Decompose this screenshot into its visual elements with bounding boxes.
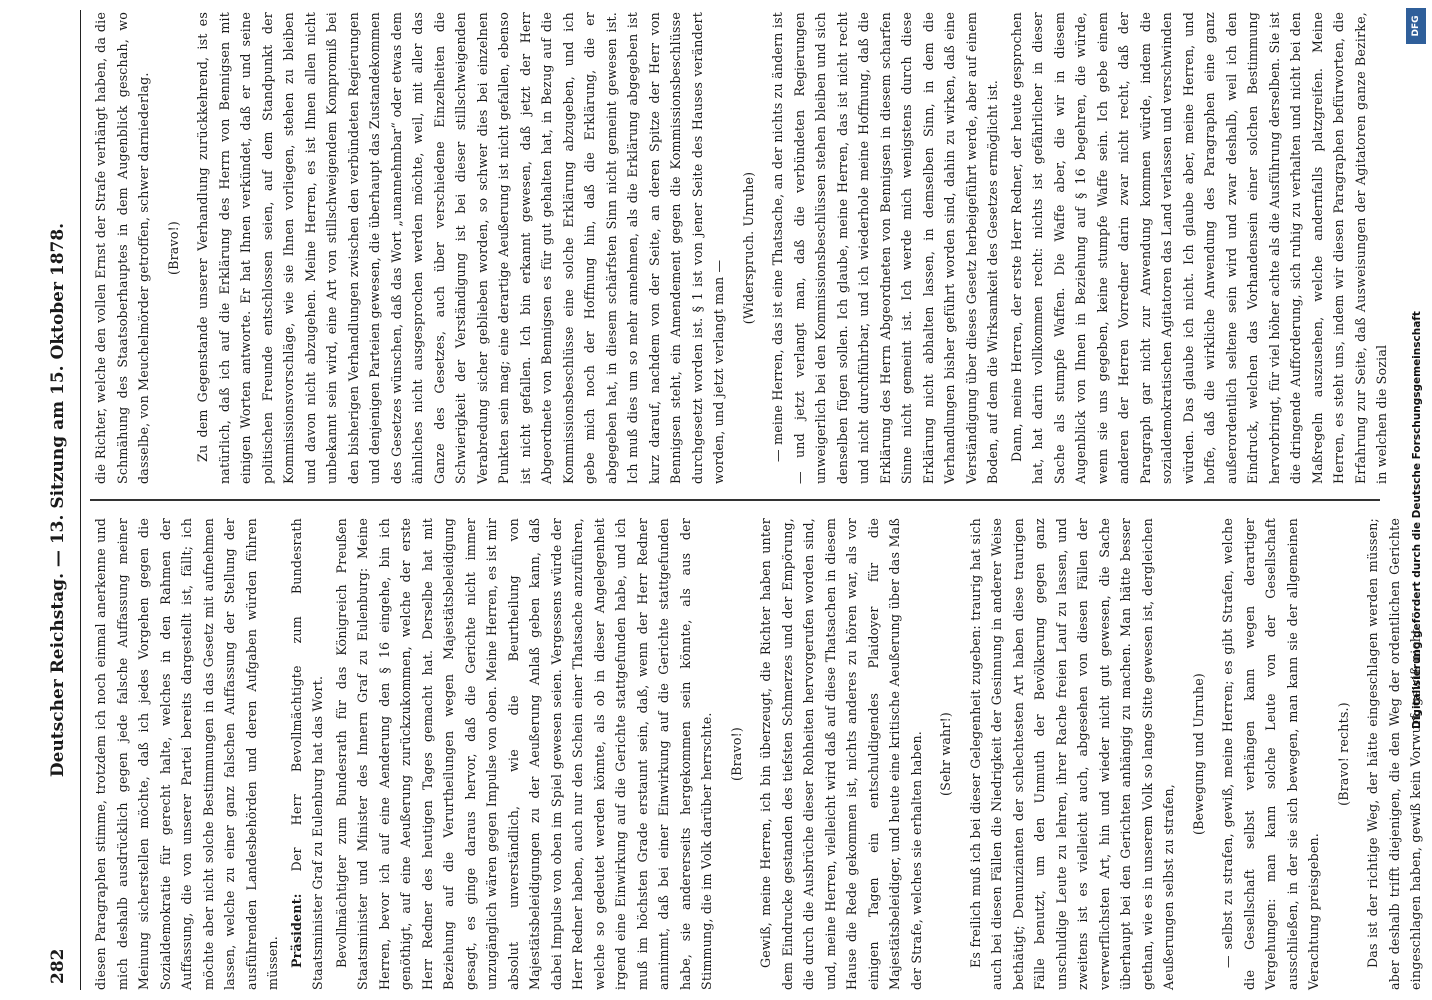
dfg-logo xyxy=(1406,8,1426,44)
body-paragraph: Gewiß, meine Herren, ich bin überzeugt, die Richter haben unter dem Eindrucke gestanden des tiefsten Schmerzes und der Empörung, die durch die Ausbrüche dieser Rohheiten hervorgerufen worden sind, und, meine Herren, vielleicht wird daß auf diese Thatsachen in diesem Hause die Rede gekommen ist, nichts anderes zu hören war, als vor einigen Tagen ein entschuldigendes Plaidoyer für die Majestätsbeleidiger, und heute eine kritische Aeußerung über das Maß der Strafe, welches sie erhalten haben. xyxy=(758,518,924,990)
speaker-text: Der Herr Bevollmächtigte zum Bundesrath Staatsminister Graf zu Eulenburg hat das Wort. xyxy=(288,518,325,990)
speaker-paragraph xyxy=(286,518,329,990)
body-paragraph: Dann, meine Herren, der erste Herr Redner, der heute gesprochen hat, hat darin vollkommen recht: nichts ist gefährlicher in dieser Sache als stumpfe Waffen. Die Waffe aber, die wir in diesem Augenblick von Ihnen in Beziehung auf § 16 begehren, die würde, wenn sie uns gegeben, keine stumpfe Waffe sein. Ich gebe einem anderen der Herren Vorredner darin zwar nicht recht, daß der Paragraph gar nicht zur Anwendung kommen würde, indem die sozialdemokratischen Agitatoren das Land verlassen und verschwinden würden. Das glaube ich nicht. Ich glaube aber, meine Herren, und hoffe, daß die wirkliche Anwendung des Paragraphen eine ganz außerordentlich seltene sein wird und zwar deshalb, weil ich den Eindruck, welchen das Vorhandensein einer solchen Bestimmung hervorbringt, für viel höher achte als die Ausführung derselben. Sie ist die dringende Aufforderung, sich ruhig zu verhalten und nicht bei den Maßregeln auszusehen, welche andernfalls platzgreifen. Meine Herren, es steht uns, indem wir diesen Paragraphen befürworten, die Erfahrung zur Seite, daß Ausweisungen der Agitatoren ganze Bezirke, in welchen die Sozial xyxy=(1008,12,1389,484)
stage-direction: (Bravo!) xyxy=(165,221,181,275)
stage-direction: (Bewegung und Unruhe) xyxy=(1190,672,1206,836)
dfg-logo-text: DFG xyxy=(1411,15,1421,37)
body-paragraph: die Richter, welche den vollen Ernst der Strafe verhängt haben, da die Schmähung des Staatsoberhauptes in dem Augenblick geschah, wo dasselbe, von Meuchelmörder getroffen, schwer darniederlag. xyxy=(93,12,151,484)
body-paragraph: Bevollmächtigter zum Bundesrath für das Königreich Preußen Staatsminister und Minister des Innern Graf zu Eulenburg: Meine Herren, bevor ich auf eine Aenderung den § 16 eingehe, bin ich genöthigt, auf eine Aeußerung zurückzukommen, welche der erste Herr Redner des heutigen Tages gemacht hat. Derselbe hat mit Beziehung auf die Verurtheilungen wegen Majestätsbeleidigung gesagt, es ginge daraus hervor, daß die Gerichte nicht immer unzugänglich wären gegen Impulse von oben. Meine Herren, es ist mir absolut unverständlich, wie die Beurtheilung von Majestätsbeleidigungen zu der Aeußerung Anlaß geben kann, daß dabei Impulse von oben im Spiel gewesen seien. Vergessens würde der Herr Redner haben, auch nur den Schein einer Thatsache anzuführen, welche so gedeutet werden könnte, als ob in dieser Angelegenheit irgend eine Einwirkung auf die Gerichte stattgefunden habe, und ich muß im höchsten Grade erstaunt sein, daß, wenn der Herr Redner annimmt, daß bei einer Einwirkung auf die Gerichte stattgefunden habe, sie andererseits hergekommen sein könnte, als aus der Stimmung, die im Volk darüber herrschte. xyxy=(333,518,714,990)
digitization-note xyxy=(1404,0,1430,1000)
body-paragraph: Zu dem Gegenstande unserer Verhandlung zurückkehrend, ist es natürlich, daß ich auf die Erklärung des Herrn von Bennigsen mit einigen Worten antworte. Er hat Ihnen verkündet, daß er und seine politischen Freunde entschlossen seien, auf dem Standpunkt der Kommissionsvorschläge, wie sie Ihnen vorliegen, stehen zu bleiben und davon nicht abzugehen. Meine Herren, es ist Ihnen allen nicht unbekannt sein wird, eine Art von stillschweigendem Kompromiß bei den bisherigen Verhandlungen zwischen den verbündeten Regierungen und denjenigen Parteien gewesen, die überhaupt das Zustandekommen des Gesetzes wünschen, daß das Wort „unannehmbar“ oder etwas dem ähnliches nicht ausgesprochen werden möchte, weil, mit aller das Ganze des Gesetzes, auch über verschiedene Einzelheiten die Schwierigkeit der Verständigung ist bei dieser stillschweigenden Verabredung sicher geblieben worden, so schwer dies bei einzelnen Punkten sein mag; eine derartige Aeußerung ist nicht gefallen, ebenso ist nicht gefallen. Ich bin erkannt gewesen, daß jetzt der Herr Abgeordnete von Bennigsen es für gut gehalten hat, in Bezug auf die Kommissionsbeschlüsse eine solche Erklärung abzugeben, und ich gebe mich noch der Hoffnung hin, daß die Erklärung, die er abgegeben hat, in diesem schärfsten Sinn nicht gemeint gewesen ist. Ich muß dies um so mehr annehmen, als die Erklärung abgegeben ist kurz darauf, nachdem von der Seite, an deren Spitze der Herr von Bennigsen steht, ein Amendement gegen die Kommissionsbeschlüsse durchgesetzt worden ist. § 1 ist von jener Seite des Hauses verändert worden, und jetzt verlangt man — xyxy=(195,12,726,484)
running-head: Deutscher Reichstag. — 13. Sitzung am 15. Oktober 1878. xyxy=(48,222,68,778)
body-paragraph: Das ist der richtige Weg, der hätte eingeschlagen werden müssen; aber deshalb trifft diejenigen, die den Weg der ordentlichen Gerichte eingeschlagen haben, gewiß kein Vorwurf, gewiß nicht xyxy=(1365,518,1423,990)
body-paragraph: Es freilich muß ich bei dieser Gelegenheit zugeben: traurig hat sich auch bei diesen Fällen die Niedrigkeit der Gesinnung in anderer Weise bethätigt; Denunzianten der schlechtesten Art haben diese traurigen Fälle benutzt, um den Unmuth der Bevölkerung gegen ganz unschuldige Leute zu lehren, ihrer Rache freien Lauf zu lassen, und zweitens ist es vielleicht auch, abgesehen von diesen Fällen der verwerflichsten Art, hin und wieder nicht gut gewesen, die Sache überhaupt bei den Gerichten anhängig zu machen. Man hätte besser gethan, wie es in unserem Volk so lange Sitte gewesen ist, dergleichen Aeußerungen selbst zu strafen, xyxy=(967,518,1176,990)
stage-direction: (Bravo!) xyxy=(728,727,744,781)
stage-direction: (Widerspruch. Unruhe) xyxy=(740,171,756,325)
column-divider xyxy=(90,500,1380,502)
right-column xyxy=(90,12,1389,484)
body-paragraph: diesen Paragraphen stimme, trotzdem ich noch einmal anerkenne und mich deshalb ausdrücklich gegen jede falsche Auffassung meiner Meinung sicherstellen möchte, daß ich jedes Vorgehen gegen die Sozialdemokratie für gerecht halte, welches in den Rahmen der Auffassung, die von unserer Partei bereits dargestellt ist, fällt; ich möchte aber nicht solche Bestimmungen in das Gesetz mit aufnehmen lassen, welche zu einer ganz falschen Auffassung der Stellung der ausführenden Landesbehörden und deren Aufgaben würden führen müssen. xyxy=(93,518,280,990)
speaker-label: Präsident: xyxy=(288,893,304,968)
stage-direction: (Sehr wahr!) xyxy=(938,712,953,796)
body-paragraph: — meine Herren, das ist eine Thatsache, an der nichts zu ändern ist — und jetzt verlangt man, daß die verbündeten Regierungen unweigerlich bei den Kommissionsbeschlüssen stehen bleiben und sich denselben fügen sollen. Ich glaube, meine Herren, das ist nicht recht und nicht durchführbar, und ich wiederhole meine Hoffnung, daß die Erklärung des Herrn Abgeordneten von Bennigsen in diesem scharfen Sinne nicht gemeint ist. Ich werde mich wenigstens durch diese Erklärung nicht abhalten lassen, in demselben Sinn, in dem die Verhandlungen bisher geführt worden sind, dahin zu wirken, daß eine Verständigung über dieses Gesetz herbeigeführt werde, aber auf einem Boden, auf dem die Wirksamkeit des Gesetzes ermöglicht ist. xyxy=(770,12,1000,484)
page-header xyxy=(40,10,81,990)
body-paragraph: — selbst zu strafen, gewiß, meine Herren; es gibt Strafen, welche die Gesellschaft selbst verhängen kann wegen derartiger Vergehungen: man kann solche Leute von der Gesellschaft ausschließen, in der sie sich bewegen, man kann sie der allgemeinen Verachtung preisgeben. xyxy=(1220,518,1321,990)
page-number: 282 xyxy=(48,948,68,984)
digitization-note-text: Digitalisierung gefördert durch die Deutsche Forschungsgemeinschaft xyxy=(1411,311,1423,729)
stage-direction: (Bravo! rechts.) xyxy=(1335,702,1351,806)
